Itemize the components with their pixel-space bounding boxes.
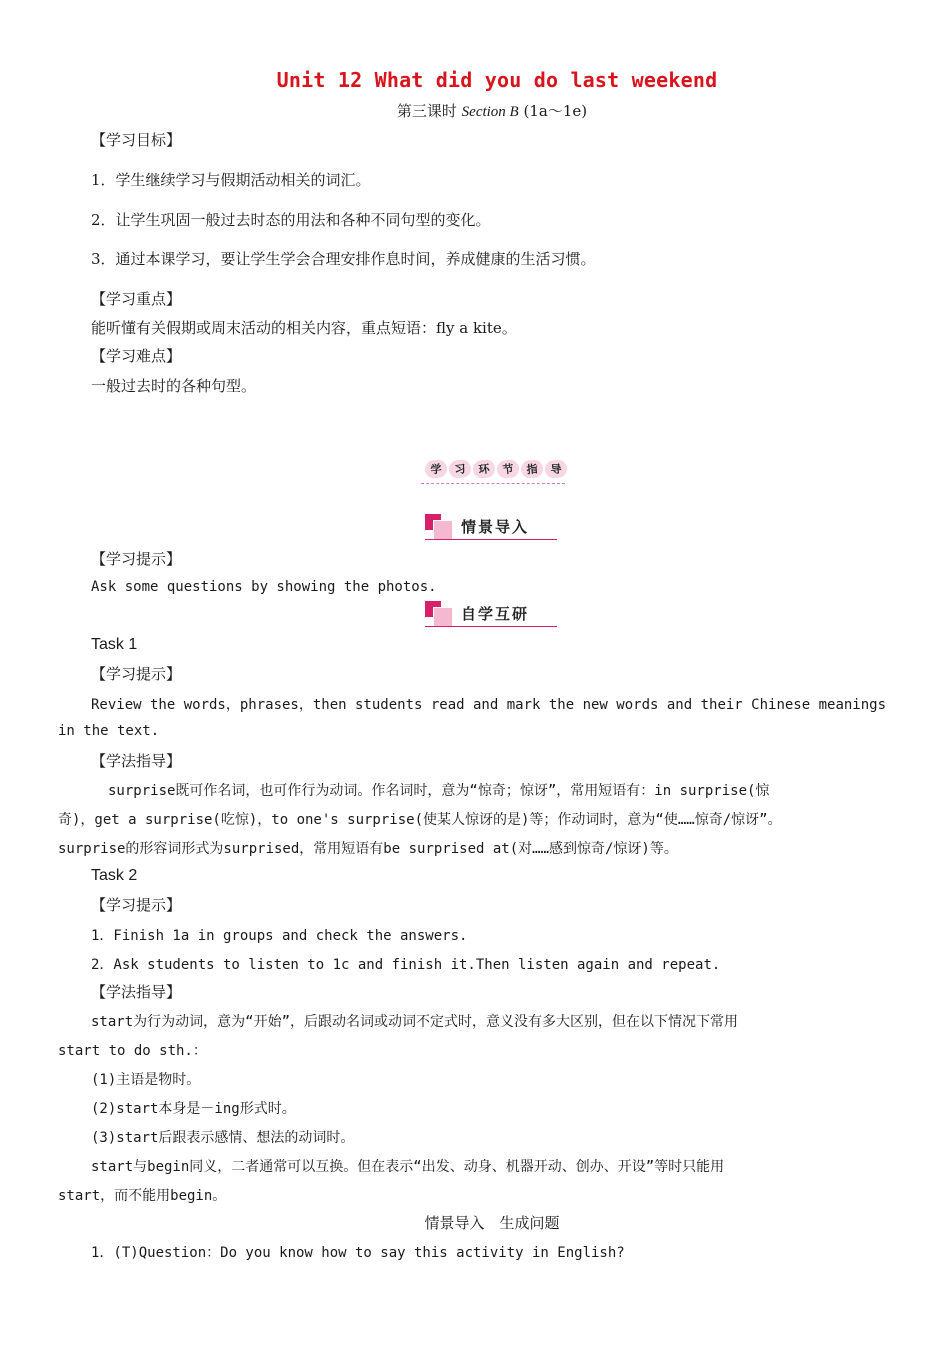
banner-char: 习 [448,459,472,479]
difficulty-text: 一般过去时的各种句型。 [91,377,257,395]
task1-hint-line: in the text. [58,723,160,739]
task2-method-line: start to do sth.： [58,1043,207,1059]
task2-method-line: start为行为动词，意为“开始”，后跟动名词或动词不定式时，意义没有多大区别，但在以下情况下常用 [91,1014,738,1030]
banner-char: 环 [472,459,496,479]
objective-item-2: 2．让学生巩固一般过去时态的用法和各种不同句型的变化。 [91,211,491,229]
task2-note-line: start，而不能用begin。 [58,1188,227,1204]
section-label: 情景导入 [461,518,530,536]
task2-case-item: (2)start本身是－ing形式时。 [91,1101,296,1117]
focus-text: 能听懂有关假期或周末活动的相关内容，重点短语：fly a kite。 [91,319,517,337]
banner-char: 指 [520,459,544,479]
task2-hint-heading: 【学习提示】 [91,896,182,914]
problem-heading: 情景导入 生成问题 [424,1214,560,1232]
lesson-range: (1a～1e) [523,102,588,120]
banner-divider [421,483,565,484]
lesson-section: Section B [461,104,519,120]
hint-text: Ask some questions by showing the photos. [91,579,437,595]
objective-item-3: 3．通过本课学习，要让学生学会合理安排作息时间，养成健康的生活习惯。 [91,250,596,268]
task1-method-line: surprise的形容词形式为surprised，常用短语有be surprised at(对……感到惊奇/惊讶)等。 [58,841,678,857]
focus-heading: 【学习重点】 [91,290,182,308]
task1-hint-line: Review the words，phrases，then students read and mark the new words and their Chinese meanings [91,697,887,713]
task2-title: Task 2 [91,867,138,884]
problem-item: 1．(T)Question：Do you know how to say this activity in English? [91,1245,625,1261]
task2-hint-item: 2．Ask students to listen to 1c and finish it.Then listen again and repeat. [91,957,721,973]
task2-case-item: (3)start后跟表示感情、想法的动词时。 [91,1130,355,1146]
task1-method-line: surprise既可作名词，也可作行为动词。作名词时，意为“惊奇；惊讶”，常用短语有：in surprise(惊 [108,783,770,799]
learning-guide-banner [421,458,565,486]
task2-note-line: start与begin同义，二者通常可以互换。但在表示“出发、动身、机器开动、创办、开设”等时只能用 [91,1159,725,1175]
objectives-heading: 【学习目标】 [91,131,182,149]
page-title: Unit 12 What did you do last weekend [276,68,718,92]
task1-method-heading: 【学法指导】 [91,752,182,770]
objective-item-1: 1．学生继续学习与假期活动相关的词汇。 [91,171,371,189]
lesson-subtitle [0,100,950,121]
banner-char: 学 [424,459,448,479]
lesson-period: 第三课时 [396,102,457,120]
banner-char: 导 [544,459,568,479]
task2-case-item: (1)主语是物时。 [91,1072,201,1088]
task1-method-line: 奇)，get a surprise(吃惊)，to one's surprise(使某人惊讶的是)等；作动词时，意为“使……惊奇/惊讶”。 [58,812,782,828]
task2-hint-item: 1．Finish 1a in groups and check the answers. [91,928,468,944]
task1-hint-heading: 【学习提示】 [91,665,182,683]
task1-title: Task 1 [91,636,138,653]
task2-method-heading: 【学法指导】 [91,983,182,1001]
banner-char: 节 [496,459,520,479]
section-label: 自学互研 [461,605,530,623]
difficulty-heading: 【学习难点】 [91,347,182,365]
hint-heading: 【学习提示】 [91,550,182,568]
